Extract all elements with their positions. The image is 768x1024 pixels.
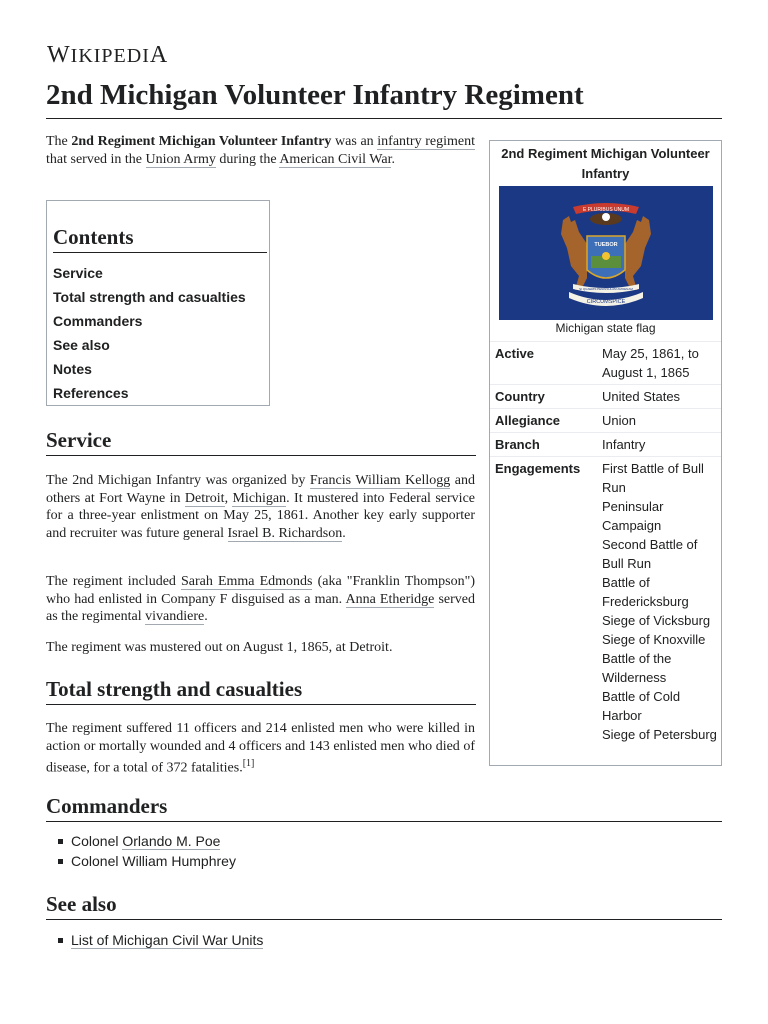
link-anna-etheridge[interactable]: Anna Etheridge [345,591,435,607]
link-vivandiere[interactable]: vivandiere [145,609,205,624]
engagement-item[interactable]: Siege of Knoxville [602,632,706,647]
engagement-item[interactable]: First Battle of Bull Run [602,461,704,495]
casualties-paragraph [46,720,475,777]
intro-text: during the [215,151,280,167]
body-text: (aka "Franklin Thompson") who had enlisted in Company F disguised as a man. [46,574,476,607]
section-heading-total-strength: Total strength and casualties [46,677,476,705]
see-also-list [46,930,263,950]
link-israel-b-richardson[interactable]: Israel B. Richardson [227,525,343,541]
body-text: and others at Fort Wayne in [46,473,475,506]
infobox-title: 2nd Regiment Michigan Volunteer Infantry [501,146,710,181]
infobox-value-engagements [602,459,719,744]
engagement-item[interactable]: Battle of Cold Harbor [602,689,681,723]
engagement-item[interactable]: Battle of the Wilderness [602,651,672,685]
michigan-flag-image[interactable] [499,186,713,320]
list-item [46,930,263,950]
infobox-value: United States [602,389,681,404]
wordmark-middle: IKIPEDI [70,45,150,67]
infobox-label: Branch [495,437,540,452]
link-michigan[interactable]: Michigan [232,490,287,506]
link-american-civil-war[interactable]: American Civil War [279,151,392,167]
infobox-row-engagements [490,456,721,766]
link-union-army[interactable]: Union Army [145,151,216,167]
engagement-item[interactable]: Second Battle of Bull Run [602,537,698,571]
infobox-row-active [490,341,721,384]
section-heading-commanders: Commanders [46,794,722,822]
page-title: 2nd Michigan Volunteer Infantry Regiment [46,76,722,119]
flag-bottom-text: CIRCUMSPICE [586,299,626,305]
body-text: . [204,609,208,624]
infobox-row-branch [490,432,721,456]
engagement-item[interactable]: Battle of Fredericksburg [602,575,689,609]
body-text: . It mustered into Federal service for a three-year enlistment on May 25, 1861. Another key early supporter and recruiter was future general [46,490,475,541]
body-text: The regiment suffered 11 officers and 214 enlisted men who were killed in action or mortally wounded and 4 officers and 143 enlisted men who died of disease, for a total of 372 fatalities. [46,721,475,776]
infobox-label: Allegiance [495,413,561,428]
link-infantry-regiment[interactable]: infantry regiment [377,134,475,149]
body-text: , [224,490,233,506]
body-text: The 2nd Michigan Infantry was organized by [46,473,310,488]
engagement-item[interactable]: Peninsular Campaign [602,499,664,533]
intro-paragraph [46,133,475,168]
body-text: . [342,525,346,541]
table-of-contents [46,200,270,406]
michigan-flag-svg [499,186,713,320]
infobox [489,140,722,766]
link-orlando-m-poe[interactable]: Orlando M. Poe [122,833,221,849]
list-item [46,851,236,871]
toc-list [53,261,246,405]
commanders-list [46,831,236,871]
wordmark-final: A [149,42,169,68]
infobox-image-caption: Michigan state flag [555,321,656,335]
service-paragraph-2 [46,573,475,626]
infobox-value: Union [602,413,636,428]
infobox-row-country [490,384,721,408]
intro-text: that served in the [46,151,146,167]
infobox-value: May 25, 1861, to August 1, 1865 [602,346,699,380]
link-detroit[interactable]: Detroit [184,490,225,506]
service-paragraph-3: The regiment was mustered out on August 1, 1865, at Detroit. [46,640,393,655]
reference-link-1[interactable]: [1] [242,758,255,769]
toc-item-commanders[interactable]: Commanders [53,313,143,329]
engagement-item[interactable]: Siege of Vicksburg [602,613,711,628]
infobox-label: Engagements [495,461,581,476]
toc-item-notes[interactable]: Notes [53,361,92,377]
infobox-row-allegiance [490,408,721,432]
commander-rank: Colonel [71,833,123,849]
intro-text: . [391,151,395,167]
flag-shield-text: TUEBOR [594,242,618,248]
wikipedia-wordmark[interactable] [47,42,168,69]
flag-ribbon-text: SI QUAERIS PENINSULAM AMOENAM [579,287,633,291]
intro-bold-name: 2nd Regiment Michigan Volunteer Infantry [71,134,332,149]
service-paragraph-1 [46,472,475,542]
body-text: served as the regimental [46,591,475,624]
engagement-item[interactable]: Siege of Petersburg [602,727,717,742]
list-item [46,831,236,851]
infobox-label: Active [495,346,535,361]
toc-item-references[interactable]: References [53,385,129,401]
wordmark-initial: W [47,42,71,68]
toc-item-service[interactable]: Service [53,265,103,281]
link-sarah-emma-edmonds[interactable]: Sarah Emma Edmonds [181,574,313,589]
flag-motto-top: E PLURIBUS UNUM [582,207,630,213]
section-heading-see-also: See also [46,892,722,920]
intro-text: The [46,134,72,149]
infobox-value: Infantry [602,437,646,452]
toc-item-total-strength[interactable]: Total strength and casualties [53,289,246,305]
infobox-label: Country [495,389,545,404]
section-heading-service: Service [46,428,476,456]
toc-item-see-also[interactable]: See also [53,337,110,353]
link-list-of-michigan-civil-war-units[interactable]: List of Michigan Civil War Units [71,932,264,948]
commander-name: Colonel William Humphrey [71,853,236,869]
intro-text: was an [331,134,378,149]
toc-title: Contents [53,225,267,253]
link-francis-william-kellogg[interactable]: Francis William Kellogg [309,473,451,488]
body-text: The regiment included [46,574,181,589]
